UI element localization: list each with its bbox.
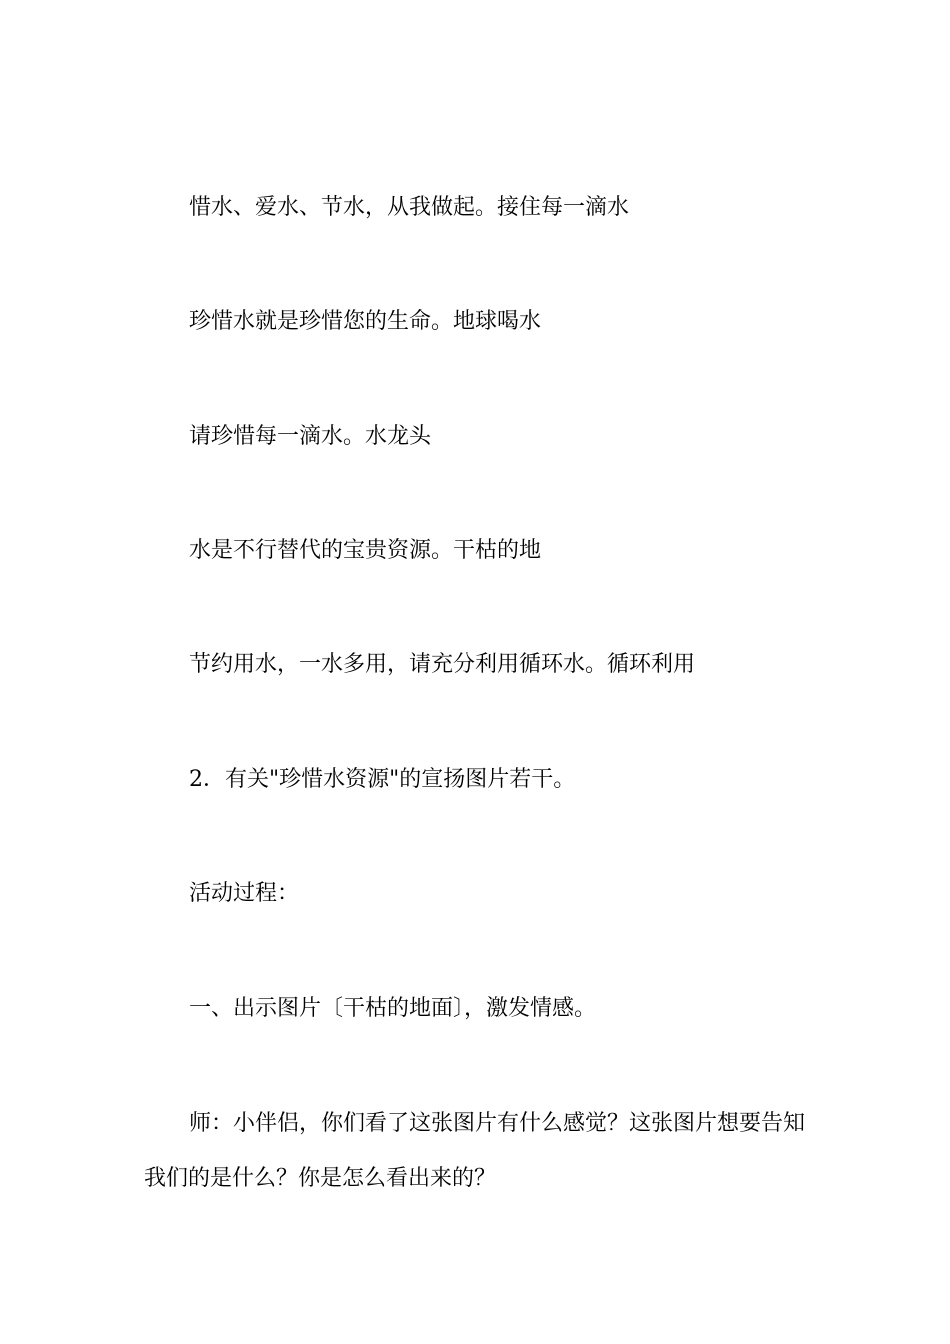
section-heading-activity-process: 活动过程： [189, 881, 300, 906]
paragraph-teacher-question: 师：小伴侣，你们看了这张图片有什么感觉？这张图片想要告知我们的是什么？你是怎么看出来的？ [144, 1111, 806, 1191]
step-heading-1: 一、出示图片〔干枯的地面〕，激发情感。 [189, 996, 597, 1021]
paragraph-slogan-2: 珍惜水就是珍惜您的生命。地球喝水 [189, 309, 542, 334]
paragraph-slogan-5: 节约用水，一水多用，请充分利用循环水。循环利用 [189, 652, 696, 677]
paragraph-slogan-1: 惜水、爱水、节水，从我做起。接住每一滴水 [189, 195, 630, 220]
paragraph-materials-item: 2．有关"珍惜水资源"的宣扬图片若干。 [189, 767, 576, 792]
paragraph-slogan-4: 水是不行替代的宝贵资源。干枯的地 [189, 538, 542, 563]
paragraph-slogan-3: 请珍惜每一滴水。水龙头 [189, 424, 432, 449]
